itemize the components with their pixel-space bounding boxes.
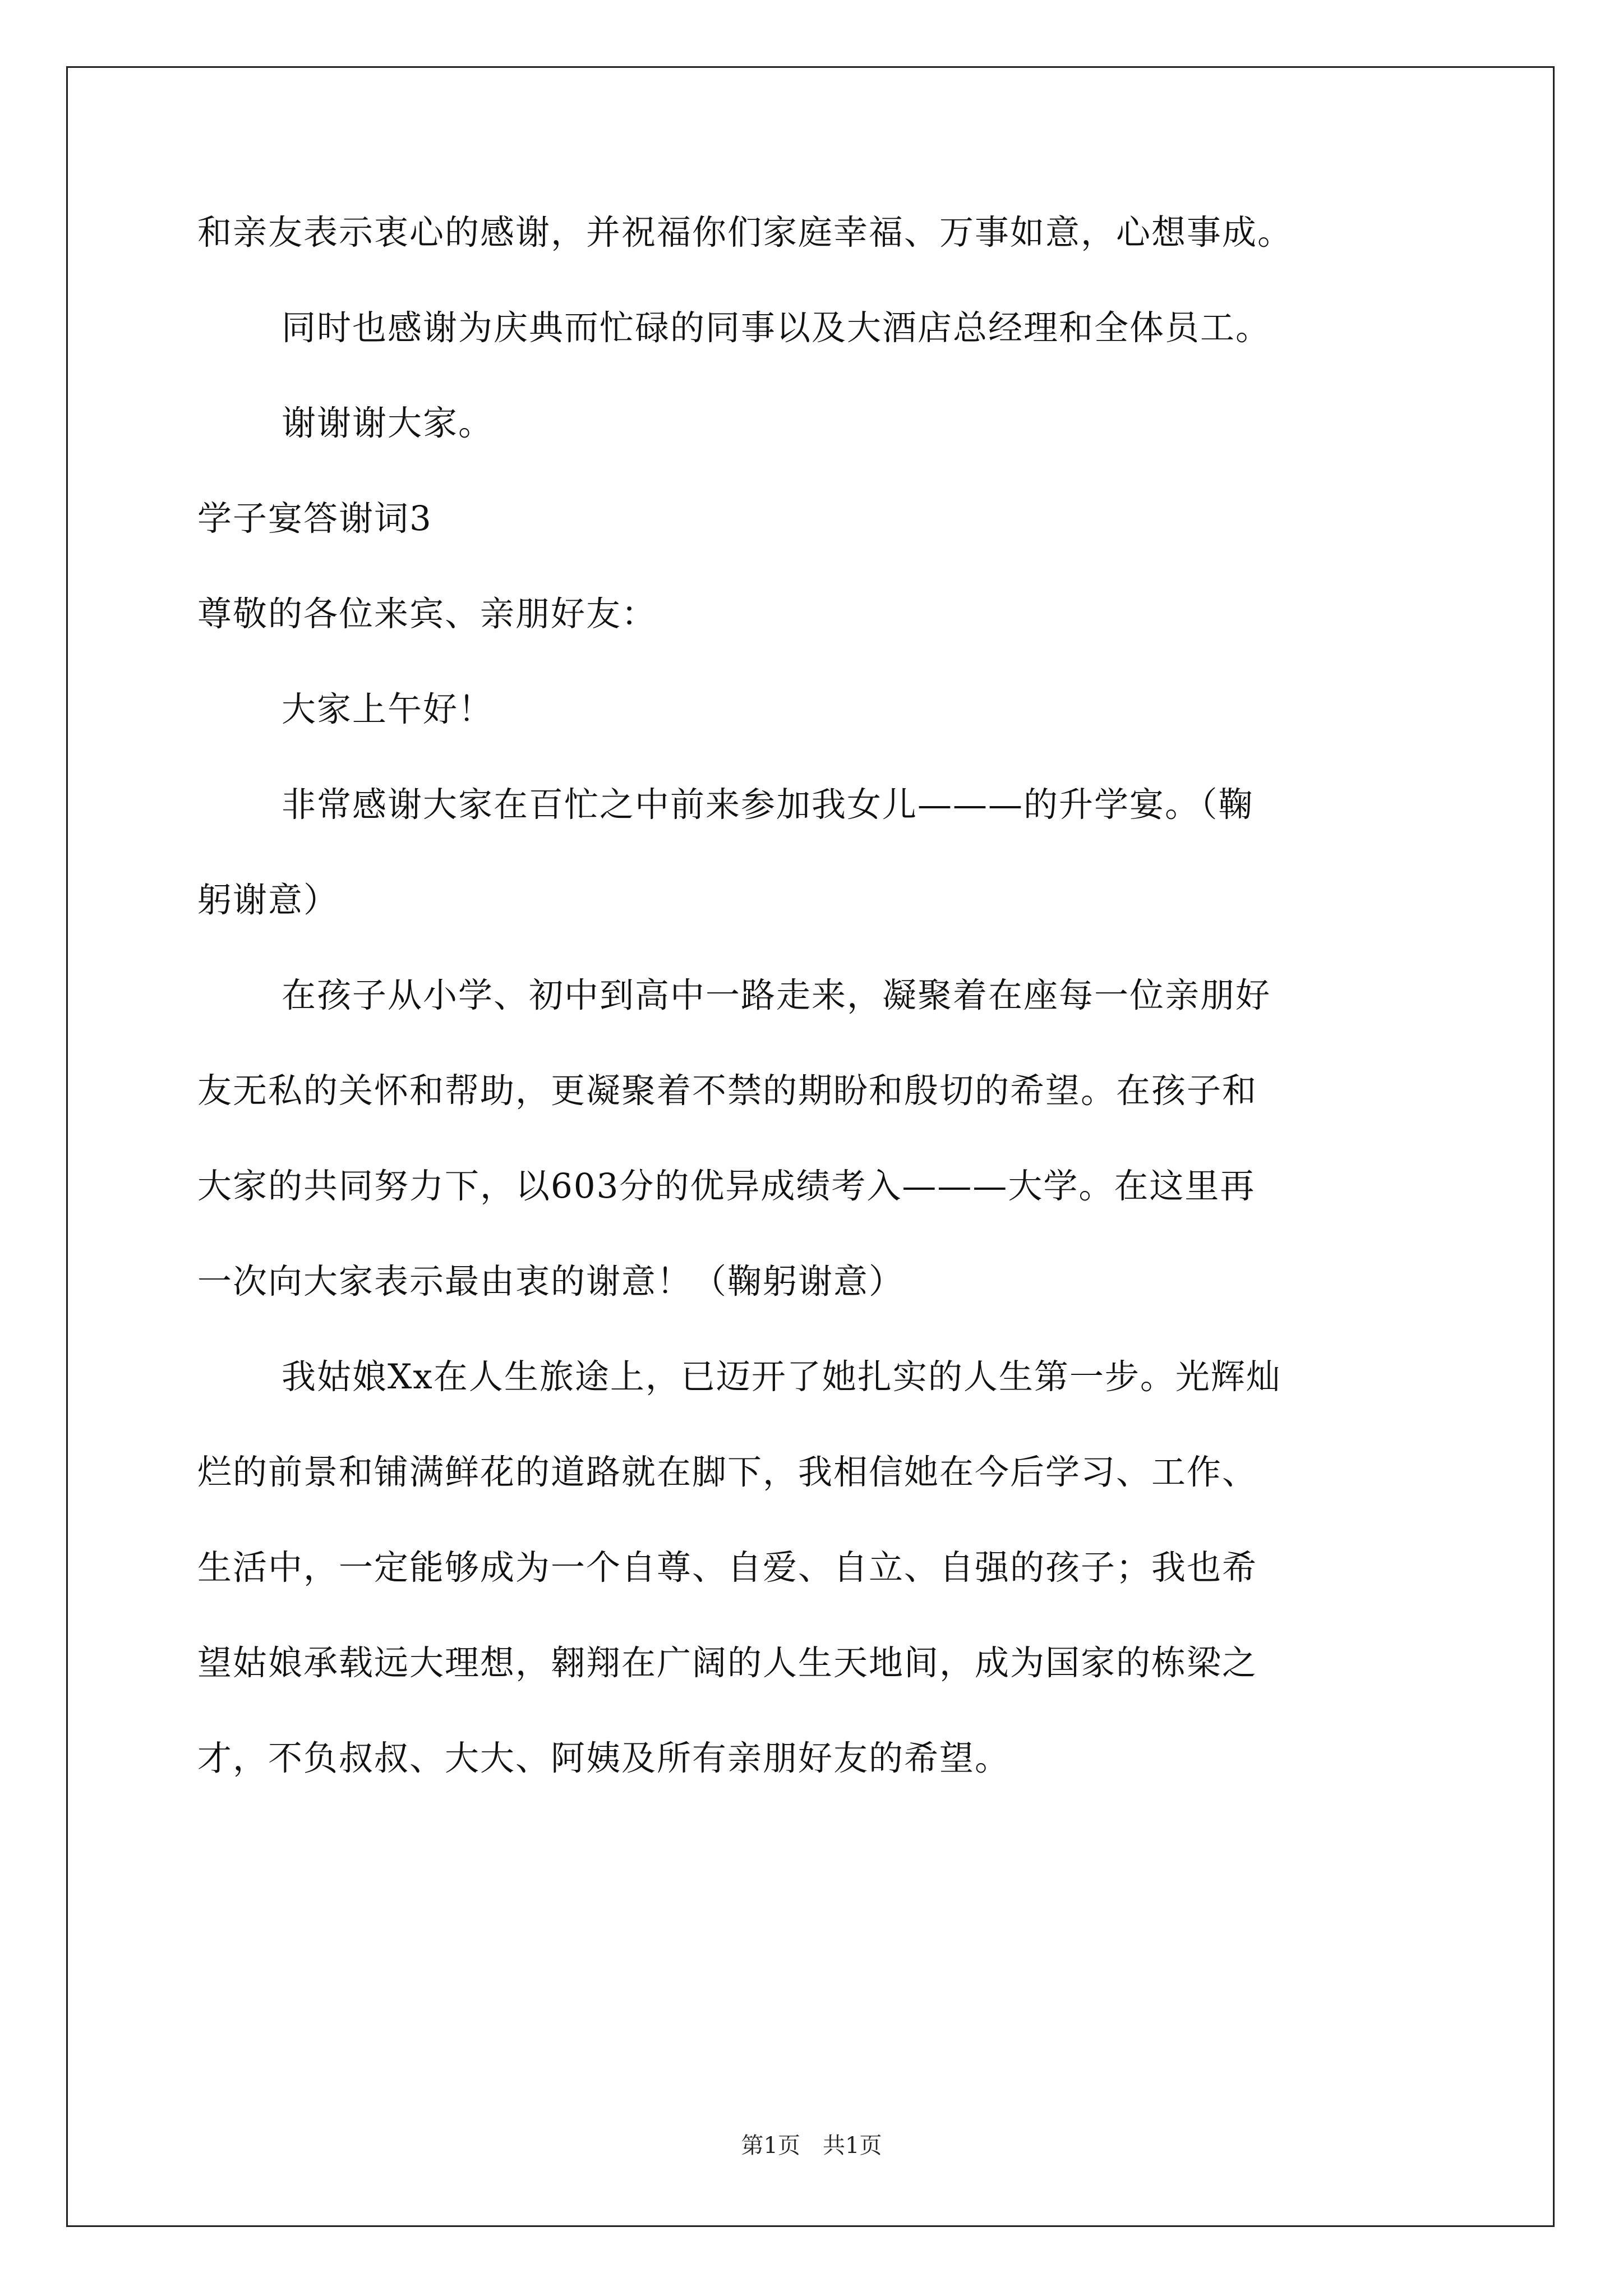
paragraph-line: 生活中，一定能够成为一个自尊、自爱、自立、自强的孩子；我也希 <box>197 1548 1258 1588</box>
text-line: 和亲友表示衷心的感谢，并祝福你们家庭幸福、万事如意，心想事成。 <box>197 213 1293 252</box>
paragraph-line: 躬谢意） <box>197 880 339 920</box>
salutation: 尊敬的各位来宾、亲朋好友： <box>197 594 657 634</box>
paragraph-line: 烂的前景和铺满鲜花的道路就在脚下，我相信她在今后学习、工作、 <box>197 1452 1258 1492</box>
paragraph-line: 非常感谢大家在百忙之中前来参加我女儿———的升学宴。（鞠 <box>282 785 1254 825</box>
paragraph-line: 一次向大家表示最由衷的谢意！（鞠躬谢意） <box>197 1262 905 1301</box>
page-border <box>66 66 1555 2227</box>
paragraph-line: 望姑娘承载远大理想，翱翔在广阔的人生天地间，成为国家的栋梁之 <box>197 1643 1258 1683</box>
section-title: 学子宴答谢词3 <box>197 499 432 539</box>
paragraph-line: 在孩子从小学、初中到高中一路走来，凝聚着在座每一位亲朋好 <box>282 976 1271 1015</box>
paragraph-line: 才，不负叔叔、大大、阿姨及所有亲朋好友的希望。 <box>197 1738 1011 1778</box>
paragraph-line: 谢谢谢大家。 <box>282 403 494 443</box>
paragraph-line: 同时也感谢为庆典而忙碌的同事以及大酒店总经理和全体员工。 <box>282 308 1271 348</box>
paragraph-line: 大家的共同努力下，以603分的优异成绩考入———大学。在这里再 <box>197 1166 1256 1206</box>
page-number: 第1页 共1页 <box>741 2133 882 2159</box>
paragraph-line: 大家上午好！ <box>282 689 494 729</box>
paragraph-line: 友无私的关怀和帮助，更凝聚着不禁的期盼和殷切的希望。在孩子和 <box>197 1071 1258 1111</box>
paragraph-line: 我姑娘Xx在人生旅途上，已迈开了她扎实的人生第一步。光辉灿 <box>282 1357 1281 1397</box>
